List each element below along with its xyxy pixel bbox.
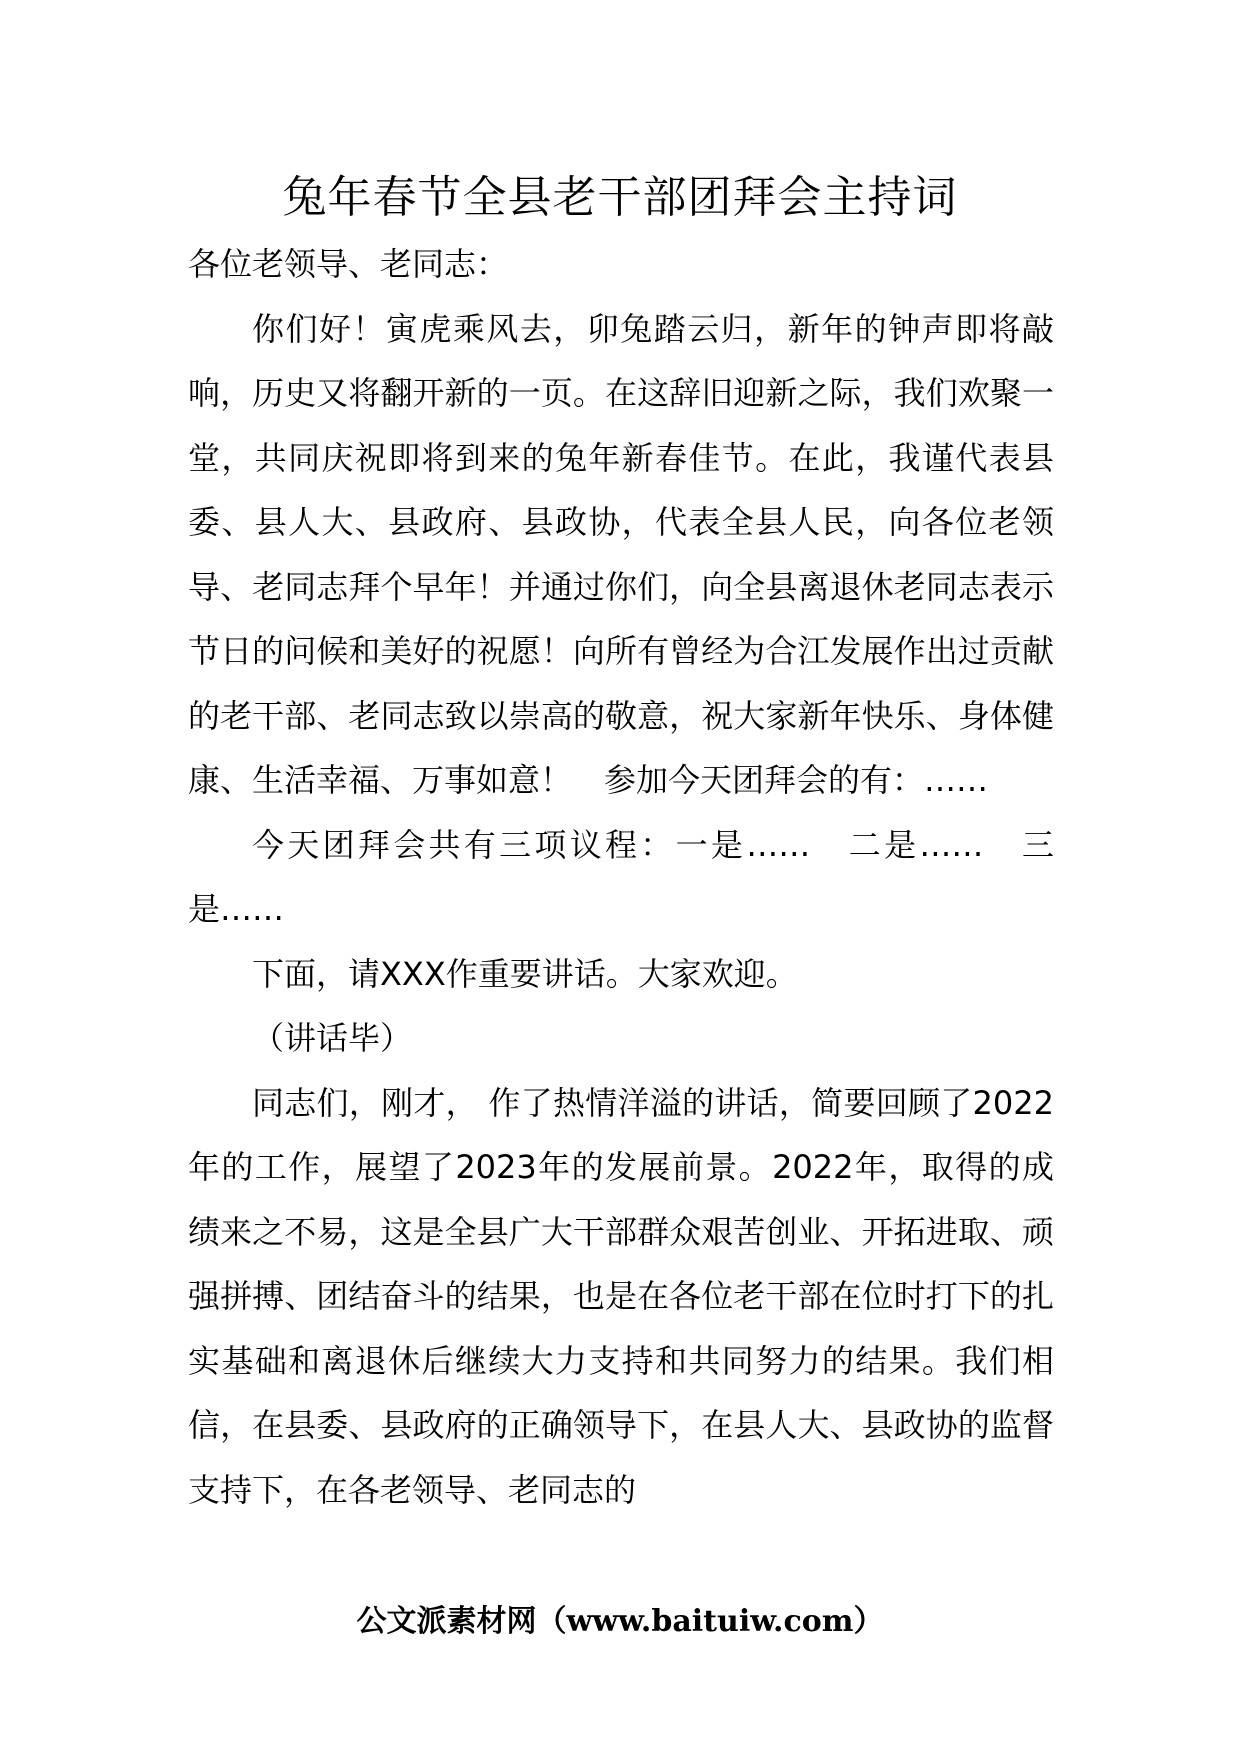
agenda-paragraph: 今天团拜会共有三项议程：一是…… 二是…… 三是…… <box>188 825 1054 928</box>
speech-invite-paragraph: 下面，请XXX作重要讲话。大家欢迎。 <box>252 954 798 993</box>
summary-paragraph: 同志们，刚才， 作了热情洋溢的讲话，简要回顾了2022年的工作，展望了2023年的发展前景。2022年，取得的成绩来之不易，这是全县广大干部群众艰苦创业、开拓进取、顽强拼搏、团结奋斗的结果，也是在各位老干部在位时打下的扎实基础和离退休后继续大力支持和共同努力的结果。我们相信，在县委、县政府的正确领导下，在县人大、县政协的监督支持下，在各老领导、老同志的 <box>188 1083 1054 1509</box>
greeting-paragraph: 你们好！寅虎乘风去，卯兔踏云归，新年的钟声即将敲响，历史又将翻开新的一页。在这辞旧迎新之际，我们欢聚一堂，共同庆祝即将到来的兔年新春佳节。在此，我谨代表县委、县人大、县政府、县政协，代表全县人民，向各位老领导、老同志拜个早年！并通过你们，向全县离退休老同志表示节日的问候和美好的祝愿！向所有曾经为合江发展作出过贡献的老干部、老同志致以崇高的敬意，祝大家新年快乐、身体健康、生活幸福、万事如意！ 参加今天团拜会的有：…… <box>188 309 1054 799</box>
footer-watermark: 公文派素材网（www.baituiw.com） <box>356 1604 884 1639</box>
document-body <box>188 232 1054 1522</box>
document-title: 兔年春节全县老干部团拜会主持词 <box>282 172 958 223</box>
speech-end-paragraph: （讲话毕） <box>252 1019 413 1057</box>
salutation-paragraph: 各位老领导、老同志： <box>188 245 509 283</box>
